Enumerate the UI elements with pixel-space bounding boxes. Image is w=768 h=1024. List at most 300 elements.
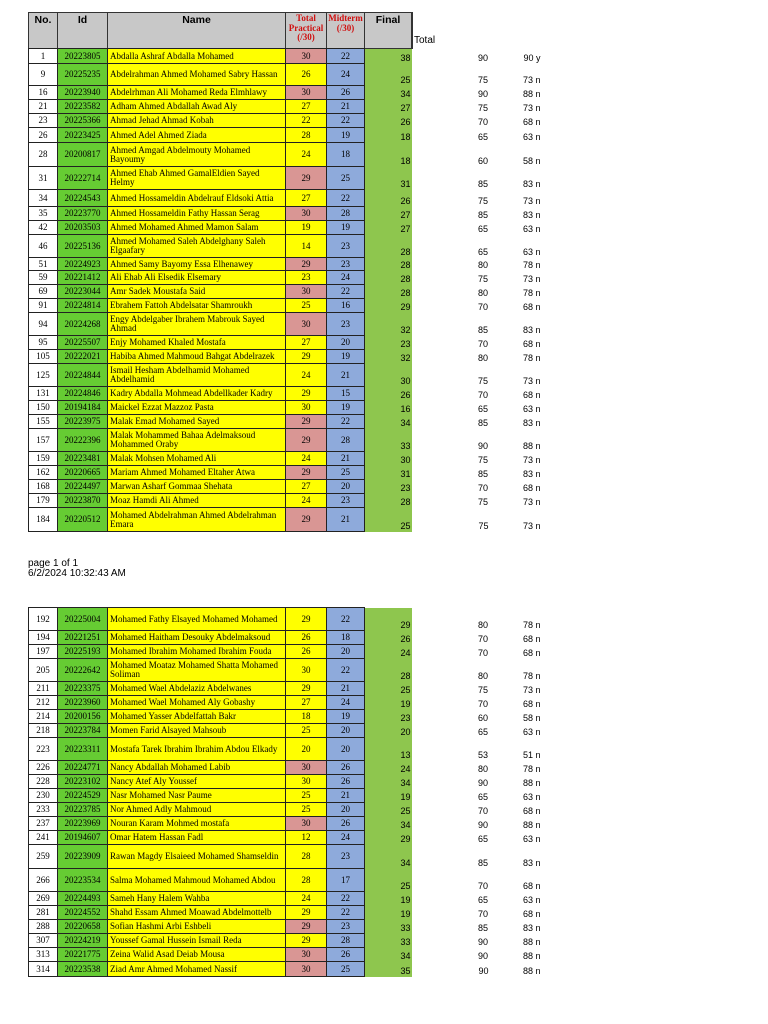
practical-score: 19 bbox=[286, 221, 327, 235]
total-score: 85 bbox=[477, 417, 488, 428]
student-id: 20225235 bbox=[58, 64, 108, 86]
final-score: 29 bbox=[365, 831, 412, 845]
grade-flag: 73 n bbox=[522, 496, 541, 507]
student-id: 20223102 bbox=[58, 775, 108, 789]
student-id: 20223582 bbox=[58, 100, 108, 114]
grade-flag: 58 n bbox=[522, 712, 541, 723]
final-score: 26 bbox=[365, 114, 412, 128]
midterm-score: 26 bbox=[327, 761, 365, 775]
grade-flag: 68 n bbox=[522, 647, 541, 658]
total-score: 65 bbox=[477, 246, 488, 257]
grade-flag: 83 n bbox=[522, 324, 541, 335]
table-row bbox=[29, 920, 541, 934]
table-row bbox=[29, 892, 541, 906]
practical-score: 30 bbox=[286, 948, 327, 962]
header-practical: Total Practical (/30) bbox=[286, 13, 327, 48]
total-score: 90 bbox=[477, 936, 488, 947]
student-no: 179 bbox=[29, 494, 58, 508]
grade-flag: 58 n bbox=[522, 155, 541, 166]
table-row bbox=[29, 724, 541, 738]
table-row bbox=[29, 452, 541, 466]
student-no: 157 bbox=[29, 429, 58, 452]
total-score: 70 bbox=[477, 698, 488, 709]
student-no: 212 bbox=[29, 696, 58, 710]
final-score: 26 bbox=[365, 190, 412, 207]
student-no: 314 bbox=[29, 962, 58, 977]
student-id: 20224497 bbox=[58, 480, 108, 494]
student-id: 20224543 bbox=[58, 190, 108, 207]
practical-score: 22 bbox=[286, 114, 327, 128]
midterm-score: 24 bbox=[327, 831, 365, 845]
student-name: Ahmed Amgad Abdelmouty Mohamed Bayoumy bbox=[108, 143, 286, 167]
total-score: 75 bbox=[477, 102, 488, 113]
student-name: Shahd Essam Ahmed Moawad Abdelmottelb bbox=[108, 906, 286, 920]
practical-score: 14 bbox=[286, 235, 327, 258]
student-no: 42 bbox=[29, 221, 58, 235]
practical-score: 24 bbox=[286, 143, 327, 167]
final-score: 27 bbox=[365, 221, 412, 235]
student-no: 105 bbox=[29, 350, 58, 364]
table-row bbox=[29, 299, 541, 313]
final-score: 19 bbox=[365, 789, 412, 803]
midterm-score: 16 bbox=[327, 299, 365, 313]
student-name: Malak Mohammed Bahaa Adelmaksoud Mohammed Oraby bbox=[108, 429, 286, 452]
student-name: Engy Abdelgaber Ibrahem Mabrouk Sayed Ahmad bbox=[108, 313, 286, 336]
table-row bbox=[29, 696, 541, 710]
final-score: 32 bbox=[365, 313, 412, 336]
student-no: 91 bbox=[29, 299, 58, 313]
student-name: Ismail Hesham Abdelhamid Mohamed Abdelhamid bbox=[108, 364, 286, 387]
student-no: 94 bbox=[29, 313, 58, 336]
final-score: 19 bbox=[365, 892, 412, 906]
print-timestamp: 6/2/2024 10:32:43 AM bbox=[28, 568, 126, 579]
page-number: page 1 of 1 bbox=[28, 558, 79, 569]
total-score: 90 bbox=[477, 819, 488, 830]
table-row bbox=[29, 934, 541, 948]
table-row bbox=[29, 143, 541, 167]
midterm-score: 21 bbox=[327, 789, 365, 803]
student-name: Abdalla Ashraf Abdalla Mohamed bbox=[108, 49, 286, 64]
student-id: 20194607 bbox=[58, 831, 108, 845]
student-no: 266 bbox=[29, 869, 58, 892]
student-no: 150 bbox=[29, 401, 58, 415]
student-id: 20221775 bbox=[58, 948, 108, 962]
practical-score: 29 bbox=[286, 608, 327, 631]
grade-flag: 78 n bbox=[522, 619, 541, 630]
midterm-score: 22 bbox=[327, 285, 365, 299]
student-id: 20223975 bbox=[58, 415, 108, 429]
grade-flag: 51 n bbox=[522, 749, 541, 760]
grade-flag: 73 n bbox=[522, 195, 541, 206]
student-no: 26 bbox=[29, 128, 58, 143]
final-score: 34 bbox=[365, 415, 412, 429]
grade-flag: 63 n bbox=[522, 403, 541, 414]
total-score: 80 bbox=[477, 352, 488, 363]
midterm-score: 19 bbox=[327, 128, 365, 143]
student-id: 20225004 bbox=[58, 608, 108, 631]
student-no: 218 bbox=[29, 724, 58, 738]
student-name: Kadry Abdalla Mohmead Abdellkader Kadry bbox=[108, 387, 286, 401]
student-no: 69 bbox=[29, 285, 58, 299]
practical-score: 29 bbox=[286, 466, 327, 480]
student-no: 159 bbox=[29, 452, 58, 466]
student-id: 20222021 bbox=[58, 350, 108, 364]
student-no: 214 bbox=[29, 710, 58, 724]
grade-flag: 63 n bbox=[522, 726, 541, 737]
table-row bbox=[29, 415, 541, 429]
midterm-score: 20 bbox=[327, 738, 365, 761]
total-score: 70 bbox=[477, 338, 488, 349]
midterm-score: 22 bbox=[327, 906, 365, 920]
student-no: 281 bbox=[29, 906, 58, 920]
student-name: Momen Farid Alsayed Mahsoub bbox=[108, 724, 286, 738]
student-id: 20223534 bbox=[58, 869, 108, 892]
practical-score: 29 bbox=[286, 387, 327, 401]
table-row bbox=[29, 962, 541, 977]
student-id: 20223770 bbox=[58, 207, 108, 221]
grade-flag: 78 n bbox=[522, 352, 541, 363]
student-no: 23 bbox=[29, 114, 58, 128]
grade-flag: 83 n bbox=[522, 468, 541, 479]
student-no: 28 bbox=[29, 143, 58, 167]
total-score: 70 bbox=[477, 880, 488, 891]
student-name: Adham Ahmed Abdallah Awad Aly bbox=[108, 100, 286, 114]
final-score: 28 bbox=[365, 285, 412, 299]
grade-flag: 63 n bbox=[522, 223, 541, 234]
total-score: 80 bbox=[477, 670, 488, 681]
student-no: 184 bbox=[29, 508, 58, 532]
final-score: 33 bbox=[365, 920, 412, 934]
student-no: 131 bbox=[29, 387, 58, 401]
practical-score: 27 bbox=[286, 336, 327, 350]
student-id: 20224493 bbox=[58, 892, 108, 906]
final-score: 18 bbox=[365, 128, 412, 143]
grade-flag: 68 n bbox=[522, 880, 541, 891]
midterm-score: 24 bbox=[327, 696, 365, 710]
grade-flag: 63 n bbox=[522, 131, 541, 142]
student-name: Mohamed Haitham Desouky Abdelmaksoud bbox=[108, 631, 286, 645]
student-no: 31 bbox=[29, 167, 58, 190]
table-row bbox=[29, 221, 541, 235]
table-row bbox=[29, 64, 541, 86]
practical-score: 29 bbox=[286, 508, 327, 532]
total-score: 65 bbox=[477, 403, 488, 414]
final-score: 34 bbox=[365, 817, 412, 831]
final-score: 28 bbox=[365, 494, 412, 508]
student-name: Nancy Atef Aly Youssef bbox=[108, 775, 286, 789]
table-row bbox=[29, 285, 541, 299]
final-score: 30 bbox=[365, 452, 412, 466]
grade-flag: 88 n bbox=[522, 88, 541, 99]
practical-score: 26 bbox=[286, 64, 327, 86]
total-score: 70 bbox=[477, 908, 488, 919]
table-row bbox=[29, 948, 541, 962]
total-score: 75 bbox=[477, 454, 488, 465]
final-score: 27 bbox=[365, 100, 412, 114]
student-no: 313 bbox=[29, 948, 58, 962]
table-header bbox=[28, 12, 413, 49]
student-name: Mohamed Fathy Elsayed Mohamed Mohamed bbox=[108, 608, 286, 631]
grade-flag: 73 n bbox=[522, 273, 541, 284]
grade-flag: 63 n bbox=[522, 246, 541, 257]
practical-score: 28 bbox=[286, 845, 327, 869]
total-score: 70 bbox=[477, 647, 488, 658]
total-score: 80 bbox=[477, 287, 488, 298]
table-row bbox=[29, 869, 541, 892]
grade-flag: 68 n bbox=[522, 338, 541, 349]
student-no: 241 bbox=[29, 831, 58, 845]
grades-table-page1 bbox=[28, 48, 541, 532]
midterm-score: 22 bbox=[327, 114, 365, 128]
student-no: 269 bbox=[29, 892, 58, 906]
final-score: 31 bbox=[365, 167, 412, 190]
student-no: 155 bbox=[29, 415, 58, 429]
grade-flag: 88 n bbox=[522, 819, 541, 830]
grade-flag: 78 n bbox=[522, 670, 541, 681]
final-score: 25 bbox=[365, 682, 412, 696]
midterm-score: 28 bbox=[327, 207, 365, 221]
student-no: 46 bbox=[29, 235, 58, 258]
midterm-score: 21 bbox=[327, 100, 365, 114]
table-row bbox=[29, 831, 541, 845]
grade-flag: 88 n bbox=[522, 950, 541, 961]
practical-score: 30 bbox=[286, 401, 327, 415]
student-id: 20223870 bbox=[58, 494, 108, 508]
student-name: Ahmed Adel Ahmed Ziada bbox=[108, 128, 286, 143]
final-score: 26 bbox=[365, 631, 412, 645]
practical-score: 27 bbox=[286, 100, 327, 114]
total-score: 85 bbox=[477, 324, 488, 335]
total-score: 65 bbox=[477, 223, 488, 234]
table-row bbox=[29, 906, 541, 920]
student-id: 20224844 bbox=[58, 364, 108, 387]
page-footer bbox=[28, 559, 126, 579]
student-id: 20223960 bbox=[58, 696, 108, 710]
final-score: 35 bbox=[365, 962, 412, 977]
final-score: 34 bbox=[365, 775, 412, 789]
student-no: 59 bbox=[29, 271, 58, 285]
total-score: 90 bbox=[477, 950, 488, 961]
student-id: 20223805 bbox=[58, 49, 108, 64]
final-score: 32 bbox=[365, 350, 412, 364]
total-score: 75 bbox=[478, 520, 489, 531]
table-row bbox=[29, 235, 541, 258]
student-no: 226 bbox=[29, 761, 58, 775]
midterm-score: 22 bbox=[327, 49, 365, 64]
student-id: 20224771 bbox=[58, 761, 108, 775]
midterm-score: 23 bbox=[327, 313, 365, 336]
final-score: 18 bbox=[365, 143, 412, 167]
table-row bbox=[29, 336, 541, 350]
table-row bbox=[29, 167, 541, 190]
student-id: 20223425 bbox=[58, 128, 108, 143]
total-score: 70 bbox=[477, 389, 488, 400]
practical-score: 30 bbox=[286, 775, 327, 789]
grade-flag: 88 n bbox=[522, 965, 541, 976]
student-name: Marwan Asharf Gommaa Shehata bbox=[108, 480, 286, 494]
final-score: 23 bbox=[365, 480, 412, 494]
table-row bbox=[29, 401, 541, 415]
practical-score: 26 bbox=[286, 631, 327, 645]
student-id: 20222642 bbox=[58, 659, 108, 682]
final-score: 16 bbox=[365, 401, 412, 415]
practical-score: 29 bbox=[286, 415, 327, 429]
student-name: Zeina Walid Asad Deiab Mousa bbox=[108, 948, 286, 962]
final-score: 26 bbox=[365, 387, 412, 401]
student-name: Salma Mohamed Mahmoud Mohamed Abdou bbox=[108, 869, 286, 892]
table-row bbox=[29, 466, 541, 480]
grade-flag: 73 n bbox=[522, 684, 541, 695]
grade-flag: 73 n bbox=[522, 375, 541, 386]
midterm-score: 22 bbox=[327, 608, 365, 631]
total-score: 65 bbox=[477, 131, 488, 142]
practical-score: 27 bbox=[286, 480, 327, 494]
final-score: 28 bbox=[365, 271, 412, 285]
midterm-score: 23 bbox=[327, 920, 365, 934]
student-id: 20200817 bbox=[58, 143, 108, 167]
student-no: 1 bbox=[29, 49, 58, 64]
total-score: 75 bbox=[477, 273, 488, 284]
grade-flag: 88 n bbox=[522, 777, 541, 788]
grade-flag: 83 n bbox=[522, 922, 541, 933]
midterm-score: 19 bbox=[327, 221, 365, 235]
student-id: 20222396 bbox=[58, 429, 108, 452]
total-score: 65 bbox=[477, 833, 488, 844]
midterm-score: 24 bbox=[327, 64, 365, 86]
practical-score: 12 bbox=[286, 831, 327, 845]
header-total: Total bbox=[414, 35, 436, 46]
table-row bbox=[29, 682, 541, 696]
midterm-score: 26 bbox=[327, 86, 365, 100]
midterm-score: 23 bbox=[327, 258, 365, 271]
final-score: 13 bbox=[365, 738, 412, 761]
table-row bbox=[29, 803, 541, 817]
student-name: Ahmed Samy Bayomy Essa Elhenawey bbox=[108, 258, 286, 271]
table-row bbox=[29, 710, 541, 724]
practical-score: 25 bbox=[286, 803, 327, 817]
student-id: 20223940 bbox=[58, 86, 108, 100]
student-name: Mohamed Yasser Abdelfattah Bakr bbox=[108, 710, 286, 724]
midterm-score: 17 bbox=[327, 869, 365, 892]
table-row bbox=[29, 494, 541, 508]
student-id: 20223375 bbox=[58, 682, 108, 696]
student-no: 125 bbox=[29, 364, 58, 387]
total-score: 75 bbox=[477, 74, 488, 85]
student-id: 20225507 bbox=[58, 336, 108, 350]
grade-flag: 83 n bbox=[522, 857, 541, 868]
midterm-score: 28 bbox=[327, 429, 365, 452]
midterm-score: 28 bbox=[327, 934, 365, 948]
practical-score: 25 bbox=[286, 789, 327, 803]
total-score: 75 bbox=[477, 684, 488, 695]
table-row bbox=[29, 190, 541, 207]
final-score: 31 bbox=[365, 466, 412, 480]
final-score: 19 bbox=[365, 906, 412, 920]
practical-score: 29 bbox=[286, 167, 327, 190]
student-no: 35 bbox=[29, 207, 58, 221]
student-no: 34 bbox=[29, 190, 58, 207]
practical-score: 24 bbox=[286, 892, 327, 906]
practical-score: 30 bbox=[286, 86, 327, 100]
total-score: 65 bbox=[477, 791, 488, 802]
practical-score: 29 bbox=[286, 350, 327, 364]
table-row bbox=[29, 761, 541, 775]
total-score: 85 bbox=[477, 209, 488, 220]
practical-score: 30 bbox=[286, 313, 327, 336]
practical-score: 20 bbox=[286, 738, 327, 761]
table-row bbox=[29, 128, 541, 143]
final-score: 20 bbox=[365, 724, 412, 738]
total-score: 65 bbox=[477, 726, 488, 737]
student-id: 20223538 bbox=[58, 962, 108, 977]
total-score: 85 bbox=[477, 922, 488, 933]
grade-flag: 78 n bbox=[522, 259, 541, 270]
total-score: 90 bbox=[477, 440, 488, 451]
midterm-score: 20 bbox=[327, 645, 365, 659]
grade-flag: 78 n bbox=[522, 763, 541, 774]
student-id: 20224529 bbox=[58, 789, 108, 803]
table-row bbox=[29, 659, 541, 682]
midterm-score: 19 bbox=[327, 401, 365, 415]
grade-flag: 73 n bbox=[522, 520, 541, 531]
practical-score: 29 bbox=[286, 906, 327, 920]
student-name: Abdelrahman Ahmed Mohamed Sabry Hassan bbox=[108, 64, 286, 86]
student-id: 20223969 bbox=[58, 817, 108, 831]
table-row bbox=[29, 480, 541, 494]
final-score: 27 bbox=[365, 207, 412, 221]
grade-flag: 83 n bbox=[522, 417, 541, 428]
student-id: 20223785 bbox=[58, 803, 108, 817]
grade-flag: 90 y bbox=[523, 52, 541, 63]
practical-score: 24 bbox=[286, 494, 327, 508]
student-no: 95 bbox=[29, 336, 58, 350]
midterm-score: 22 bbox=[327, 190, 365, 207]
midterm-score: 26 bbox=[327, 948, 365, 962]
total-score: 85 bbox=[477, 468, 488, 479]
student-name: Malak Mohsen Mohamed Ali bbox=[108, 452, 286, 466]
student-no: 228 bbox=[29, 775, 58, 789]
practical-score: 28 bbox=[286, 128, 327, 143]
student-no: 51 bbox=[29, 258, 58, 271]
student-no: 194 bbox=[29, 631, 58, 645]
student-id: 20221251 bbox=[58, 631, 108, 645]
midterm-score: 21 bbox=[327, 682, 365, 696]
table-row bbox=[29, 271, 541, 285]
student-id: 20221412 bbox=[58, 271, 108, 285]
grade-flag: 83 n bbox=[522, 178, 541, 189]
table-row bbox=[29, 608, 541, 631]
total-score: 90 bbox=[478, 965, 489, 976]
student-no: 237 bbox=[29, 817, 58, 831]
practical-score: 30 bbox=[286, 761, 327, 775]
practical-score: 27 bbox=[286, 696, 327, 710]
practical-score: 30 bbox=[286, 817, 327, 831]
student-id: 20224268 bbox=[58, 313, 108, 336]
grade-flag: 68 n bbox=[522, 908, 541, 919]
student-name: Nor Ahmed Adly Mahmoud bbox=[108, 803, 286, 817]
table-row bbox=[29, 508, 541, 532]
practical-score: 26 bbox=[286, 645, 327, 659]
header-id: Id bbox=[58, 13, 108, 48]
midterm-score: 23 bbox=[327, 494, 365, 508]
practical-score: 24 bbox=[286, 452, 327, 466]
student-no: 16 bbox=[29, 86, 58, 100]
final-score: 25 bbox=[365, 869, 412, 892]
midterm-score: 24 bbox=[327, 271, 365, 285]
student-id: 20220512 bbox=[58, 508, 108, 532]
total-score: 80 bbox=[477, 763, 488, 774]
midterm-score: 26 bbox=[327, 817, 365, 831]
